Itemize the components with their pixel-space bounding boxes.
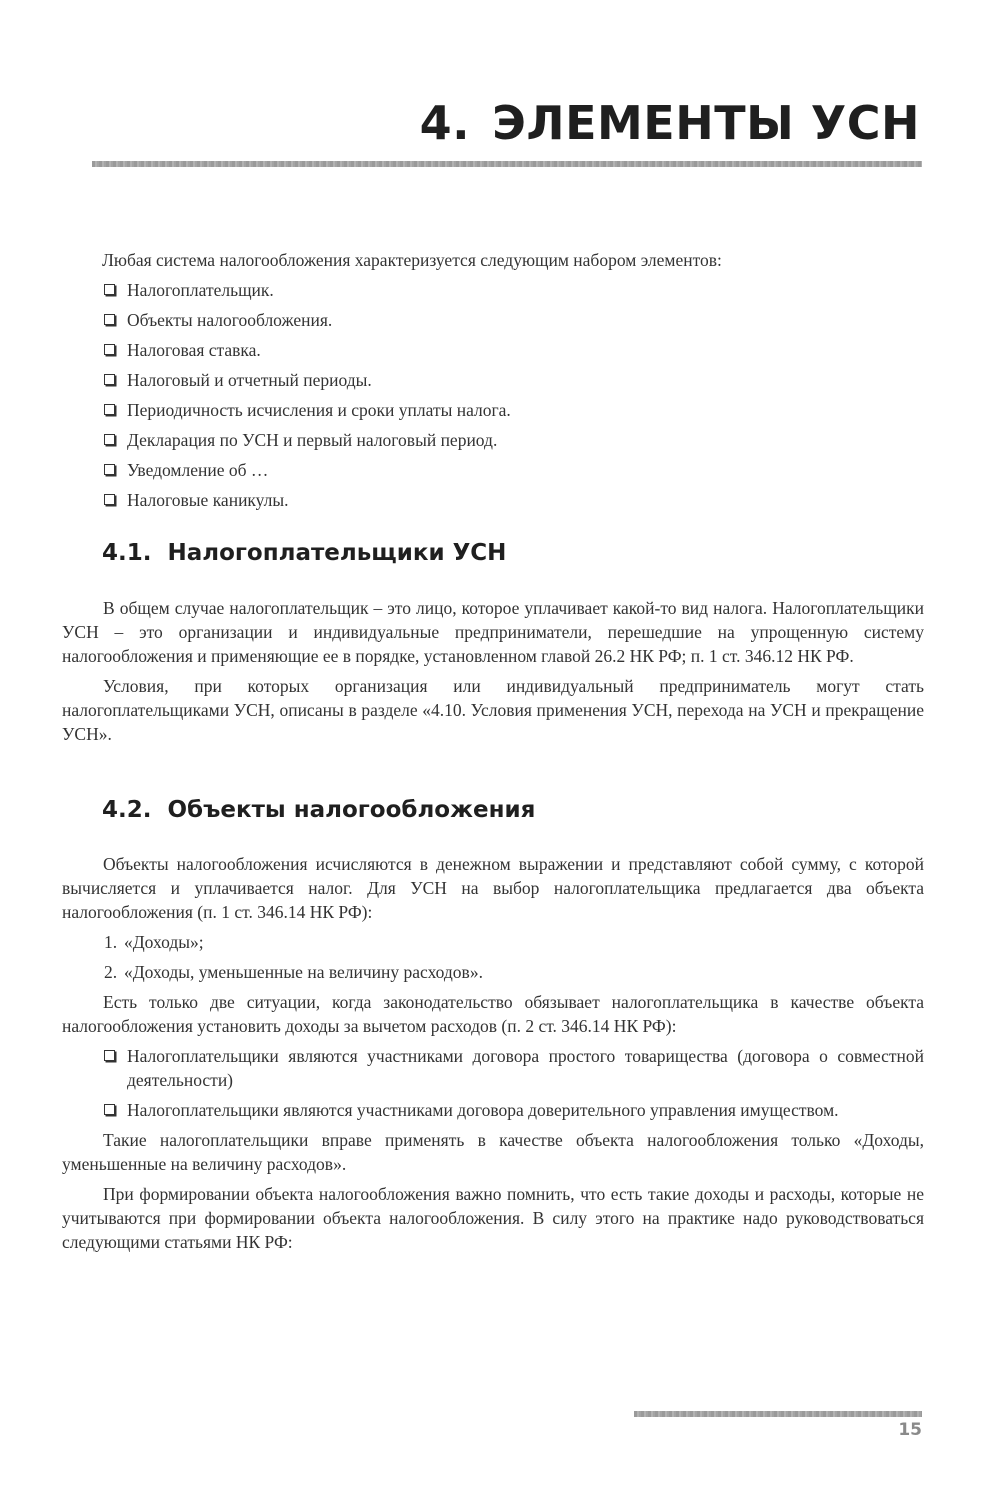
chapter-number: 4. <box>419 96 471 150</box>
section-4-2-body <box>62 852 924 1254</box>
checkbox-bullet-icon <box>104 284 115 295</box>
checkbox-bullet-icon <box>104 374 115 385</box>
numbered-item: 2. «Доходы, уменьшенные на величину расходов». <box>104 962 483 982</box>
paragraph: Объекты налогообложения исчисляются в денежном выражении и представляют собой сумму, с которой вычисляется и уплачивается налог. Для УСН на выбор налогоплательщика предлагается два объекта налогообложения (п. 1 ст. 346.14 НК РФ): <box>62 854 924 922</box>
checkbox-bullet-icon <box>104 464 115 475</box>
checkbox-bullet-icon <box>104 404 115 415</box>
checkbox-bullet-icon <box>104 1050 115 1061</box>
list-item: Объекты налогообложения. <box>62 308 924 332</box>
section-heading-4-2: 4.2. Объекты налогообложения <box>102 797 536 823</box>
list-item: Декларация по УСН и первый налоговый период. <box>62 428 924 452</box>
list-item: Налогоплательщики являются участниками договора доверительного управления имуществом. <box>62 1098 924 1122</box>
paragraph: Есть только две ситуации, когда законодательство обязывает налогоплательщика в качестве объекта налогообложения установить доходы за вычетом расходов (п. 2 ст. 346.14 НК РФ): <box>62 992 924 1036</box>
page-number: 15 <box>898 1420 922 1440</box>
list-item: Налоговый и отчетный периоды. <box>62 368 924 392</box>
list-item: Налоговая ставка. <box>62 338 924 362</box>
paragraph: Такие налогоплательщики вправе применять в качестве объекта налогообложения только «Доходы, уменьшенные на величину расходов». <box>62 1130 924 1174</box>
list-item: Уведомление об … <box>62 458 924 482</box>
checkbox-bullet-icon <box>104 434 115 445</box>
intro-block <box>62 248 924 512</box>
paragraph: При формировании объекта налогообложения важно помнить, что есть такие доходы и расходы, которые не учитываются при формировании объекта налогообложения. В силу этого на практике надо руководствоваться следующими статьями НК РФ: <box>62 1184 924 1252</box>
paragraph: В общем случае налогоплательщик – это лицо, которое уплачивает какой-то вид налога. Налогоплательщики УСН – это организации и индивидуальные предприниматели, перешедшие на упрощенную систему налогообложения и применяющие ее в порядке, установленном главой 26.2 НК РФ; п. 1 ст. 346.12 НК РФ. <box>62 598 924 666</box>
list-item: Налогоплательщики являются участниками договора простого товарищества (договора о совместной деятельности) <box>62 1044 924 1092</box>
checkbox-bullet-icon <box>104 344 115 355</box>
paragraph: Условия, при которых организация или индивидуальный предприниматель могут стать налогоплательщиками УСН, описаны в разделе «4.10. Условия применения УСН, перехода на УСН и прекращение УСН». <box>62 676 924 744</box>
list-item: Налогоплательщик. <box>62 278 924 302</box>
chapter-title <box>420 96 920 150</box>
chapter-title-text: ЭЛЕМЕНТЫ УСН <box>492 96 920 150</box>
checkbox-bullet-icon <box>104 1104 115 1115</box>
section-4-1-body <box>62 596 924 746</box>
numbered-item: 1. «Доходы»; <box>104 932 204 952</box>
intro-lead: Любая система налогообложения характеризуется следующим набором элементов: <box>102 250 722 270</box>
list-item: Периодичность исчисления и сроки уплаты налога. <box>62 398 924 422</box>
section-heading-4-1: 4.1. Налогоплательщики УСН <box>102 540 507 566</box>
checkbox-bullet-icon <box>104 314 115 325</box>
checkbox-bullet-icon <box>104 494 115 505</box>
list-item: Налоговые каникулы. <box>62 488 924 512</box>
header-rule <box>92 161 922 167</box>
footer-rule <box>634 1411 922 1417</box>
